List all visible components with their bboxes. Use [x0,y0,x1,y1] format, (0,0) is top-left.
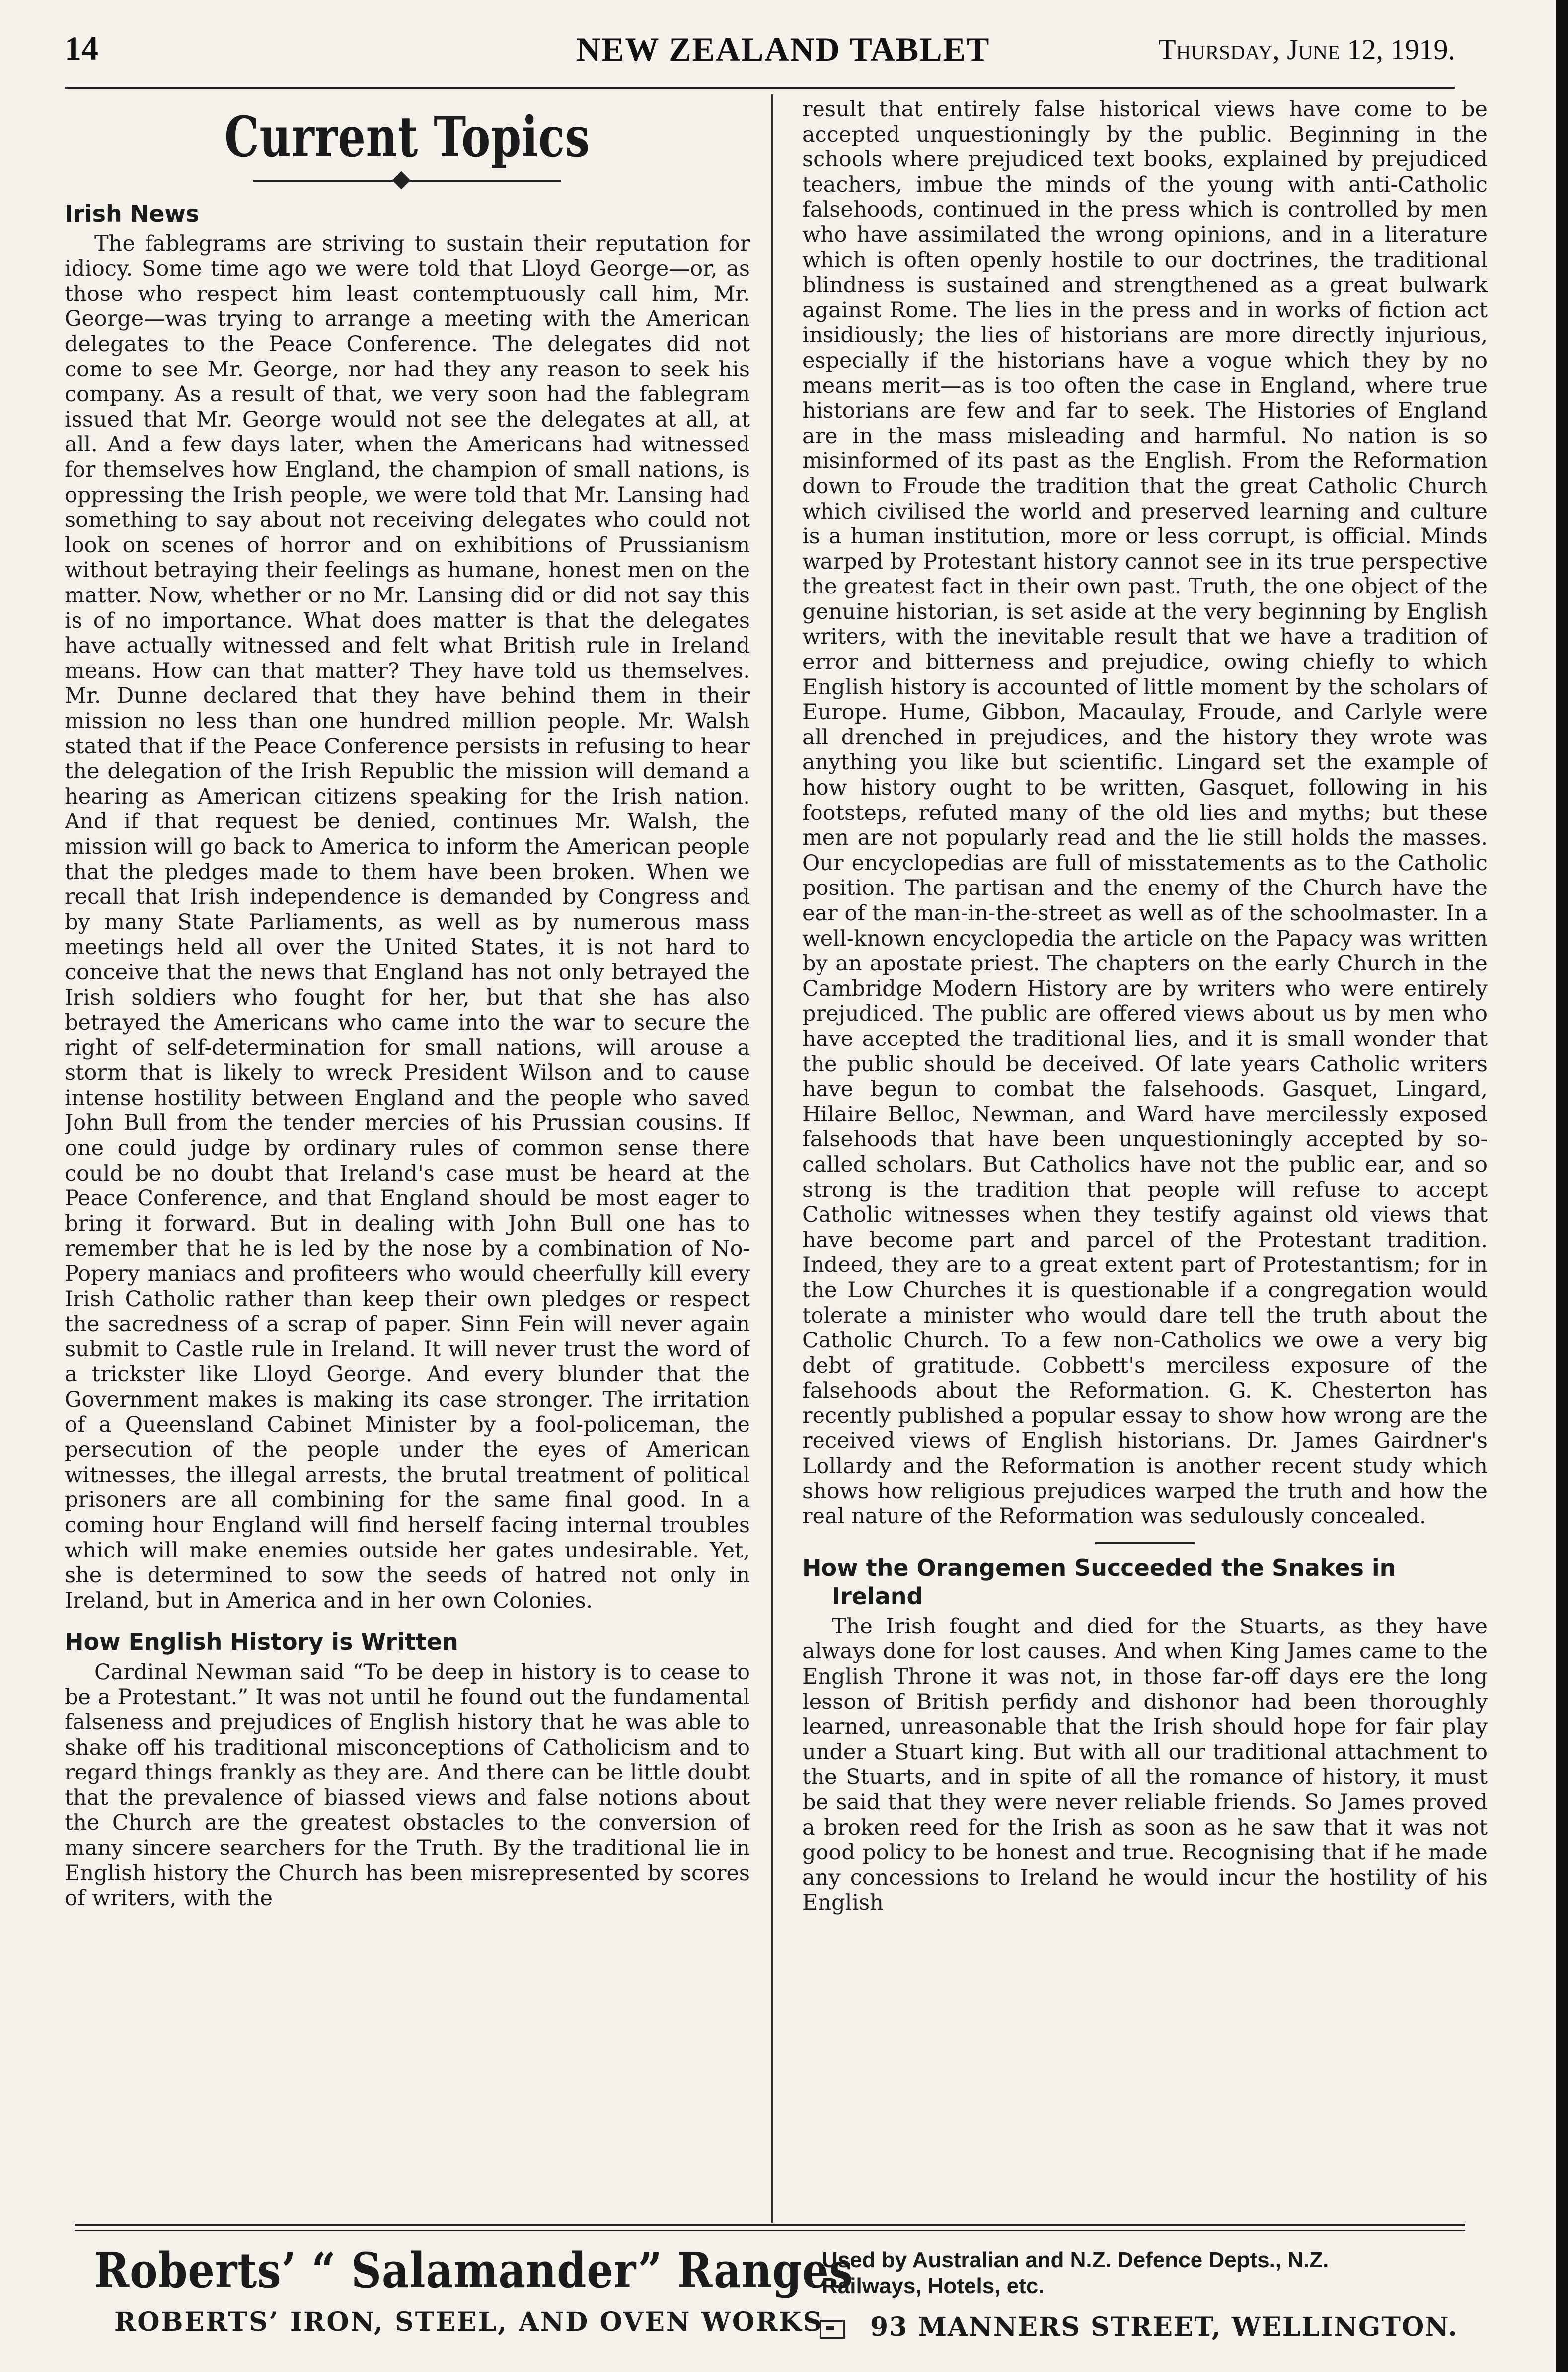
article-body-orangemen: The Irish fought and died for the Stuarts, as they have always done for lost causes. And when King James came to the English Throne it was not, in those far-off days ere the long lesson of British perfidy and dishonor had been thoroughly learned, unreasonable that the Irish should hope for fair play under a Stuart king. But with all our traditional attachment to the Stuarts, and in spite of all the romance of history, it must be said that they were never reliable friends. So James proved a broken reed for the Irish as soon as he saw that it was not good policy to be honest and true. Recognising that if he made any concessions to Ireland he would incur the hostility of his English [802,1614,1488,1916]
masthead: NEW ZEALAND TABLET [576,30,990,68]
ad-note-line2: Railways, Hotels, etc. [822,2274,1045,2298]
footer-rule-thin [75,2230,1465,2231]
advertisement-banner [75,2237,1465,2357]
column-divider [771,94,773,2223]
article-heading-english-history: How English History is Written [65,1629,458,1656]
header-rule [65,87,1455,89]
article-body-irish-news: The fablegrams are striving to sustain their reputation for idiocy. Some time ago we were told that Lloyd George—or, as those who respect him least contemptuously call him, Mr. George—was trying to arrange a meeting with the American delegates to the Peace Conference. The delegates did not come to see Mr. George, nor had they any reason to seek his company. As a result of that, we very soon had the fablegram issued that Mr. George would not see the delegates at all, at all. And a few days later, when the Americans had witnessed for themselves how England, the champion of small nations, is oppressing the Irish people, we were told that Mr. Lansing had something to say about not receiving delegates who could not look on scenes of horror and on exhibitions of Prussianism without betraying their feelings as humane, honest men on the matter. Now, whether or no Mr. Lansing did or did not say this is of no importance. What does matter is that the delegates have actually witnessed and felt what British rule in Ireland means. How can that matter? They have told us themselves. Mr. Dunne declared that they have behind them in their mission no less than one hundred million people. Mr. Walsh stated that if the Peace Conference persists in refusing to hear the delegation of the Irish Republic the mission will demand a hearing as American citizens speaking for the Irish nation. And if that request be denied, continues Mr. Walsh, the mission will go back to America to inform the American people that the pledges made to them have been broken. When we recall that Irish independence is demanded by Congress and by many State Parliaments, as well as by numerous mass meetings held all over the United States, it is not hard to conceive that the news that England has not only betrayed the Irish soldiers who fought for her, but that she has also betrayed the Americans who came into the war to secure the right of self-determination for small nations, will arouse a storm that is likely to wreck President Wilson and to cause intense hostility between England and the people who saved John Bull from the tender mercies of his Prussian cousins. If one could judge by ordinary rules of common sense there could be no doubt that Ireland's case must be heard at the Peace Conference, and that England should be most eager to bring it forward. But in dealing with John Bull one has to remember that he is led by the nose by a combination of No-Popery maniacs and profiteers who would cheerfully kill every Irish Catholic rather than keep their own pledges or respect the sacredness of a scrap of paper. Sinn Fein will never again submit to Castle rule in Ireland. It will never trust the word of a trickster like Lloyd George. And every blunder that the Government makes is making its case stronger. The irritation of a Queensland Cabinet Minister by a fool-policeman, the persecution of the people under the eyes of American witnesses, the illegal arrests, the brutal treatment of political prisoners are all combining for the same final good. In a coming hour England will find herself facing internal troubles which will make enemies outside her gates undesirable. Yet, she is determined to sow the seeds of hatred not only in Ireland, but in America and in her own Colonies. [65,231,750,1613]
article-body-english-history-part2: result that entirely false historical views have come to be accepted unquestioningly by the public. Beginning in the schools where prejudiced text books, explained by prejudiced teachers, imbue the minds of the young with anti-Catholic falsehoods, continued in the press which is controlled by men who have assimilated the wrong opinions, and in a literature which is often openly hostile to our doctrines, the traditional blindness is sustained and strengthened as a great bulwark against Rome. The lies in the press and in works of fiction act insidiously; the lies of historians are more directly injurious, especially if the historians have a vogue which they by no means merit—as is too often the case in England, where true historians are few and far to seek. The Histories of England are in the mass misleading and harmful. No nation is so misinformed of its past as the English. From the Reformation down to Froude the tradition that the great Catholic Church which civilised the world and preserved learning and culture is a human institution, more or less corrupt, is official. Minds warped by Protestant history cannot see in its true perspective the greatest fact in their own past. Truth, the one object of the genuine historian, is set aside at the very beginning by English writers, with the inevitable result that we have a tradition of error and bitterness and prejudice, owing chiefly to which English history is accounted of little moment by the scholars of Europe. Hume, Gibbon, Macaulay, Froude, and Carlyle were all drenched in prejudices, and the history they wrote was anything you like but scientific. Lingard set the example of how history ought to be written, Gasquet, following in his footsteps, refuted many of the old lies and myths; but these men are not popularly read and the lie still holds the masses. Our encyclopedias are full of misstatements as to the Catholic position. The partisan and the enemy of the Church have the ear of the man-in-the-street as well as of the schoolmaster. In a well-known encyclopedia the article on the Papacy was written by an apostate priest. The chapters on the early Church in the Cambridge Modern History are by writers who were entirely prejudiced. The public are offered views about us by men who have accepted the traditional lies, and it is small wonder that the public should be deceived. Of late years Catholic writers have begun to combat the falsehoods. Gasquet, Lingard, Hilaire Belloc, Newman, and Ward have mercilessly exposed falsehoods that have been unquestioningly accepted by so-called scholars. But Catholics have not the public ear, and so strong is the tradition that people will refuse to accept Catholic witnesses when they testify against old views that have become part and parcel of the Protestant tradition. Indeed, they are to a great extent part of Protestantism; for in the Low Churches it is questionable if a congregation would tolerate a minister who would dare tell the truth about the Catholic Church. To a few non-Catholics we owe a very big debt of gratitude. Cobbett's merciless exposure of the falsehoods about the Reformation. G. K. Chesterton has recently published a popular essay to show how wrong are the received views of English historians. Dr. James Gairdner's Lollardy and the Reformation is another recent study which shows how religious prejudices warped the truth and how the real nature of the Reformation was sedulously concealed. [802,97,1488,1529]
right-column [802,97,1488,2220]
page-number: 14 [65,29,98,67]
ad-address [820,2312,1458,2342]
telephone-icon [820,2320,845,2339]
left-column [65,97,750,2220]
page-edge-bar [1556,0,1568,2372]
title-ornament-rule [65,171,750,191]
footer-rule [75,2224,1465,2226]
diamond-ornament-icon [392,171,411,190]
issue-date: Thursday, June 12, 1919. [1158,33,1455,66]
ad-note [822,2247,1329,2299]
ad-address-text: 93 MANNERS STREET, WELLINGTON. [870,2312,1458,2342]
ad-company: ROBERTS’ IRON, STEEL, AND OVEN WORKS [114,2307,823,2337]
page-header [65,20,1455,79]
ad-headline: Roberts’ “ Salamander” Ranges [94,2242,854,2298]
ad-note-line1: Used by Australian and N.Z. Defence Depts., N.Z. [822,2248,1329,2272]
section-title: Current Topics [224,105,590,170]
article-separator-rule [1095,1542,1195,1544]
article-body-english-history-part1: Cardinal Newman said “To be deep in history is to cease to be a Protestant.” It was not until he found out the fundamental falseness and prejudices of English history that he was able to shake off his traditional misconceptions of Catholicism and to regard things frankly as they are. And there can be little doubt that the prevalence of biassed views and false notions about the Church are the greatest obstacles to the conversion of many sincere searchers for the Truth. By the traditional lie in English history the Church has been misrepresented by scores of writers, with the [65,1659,750,1911]
article-heading-irish-news: Irish News [65,200,200,227]
article-heading-orangemen: How the Orangemen Succeeded the Snakes in Ireland [802,1554,1396,1610]
